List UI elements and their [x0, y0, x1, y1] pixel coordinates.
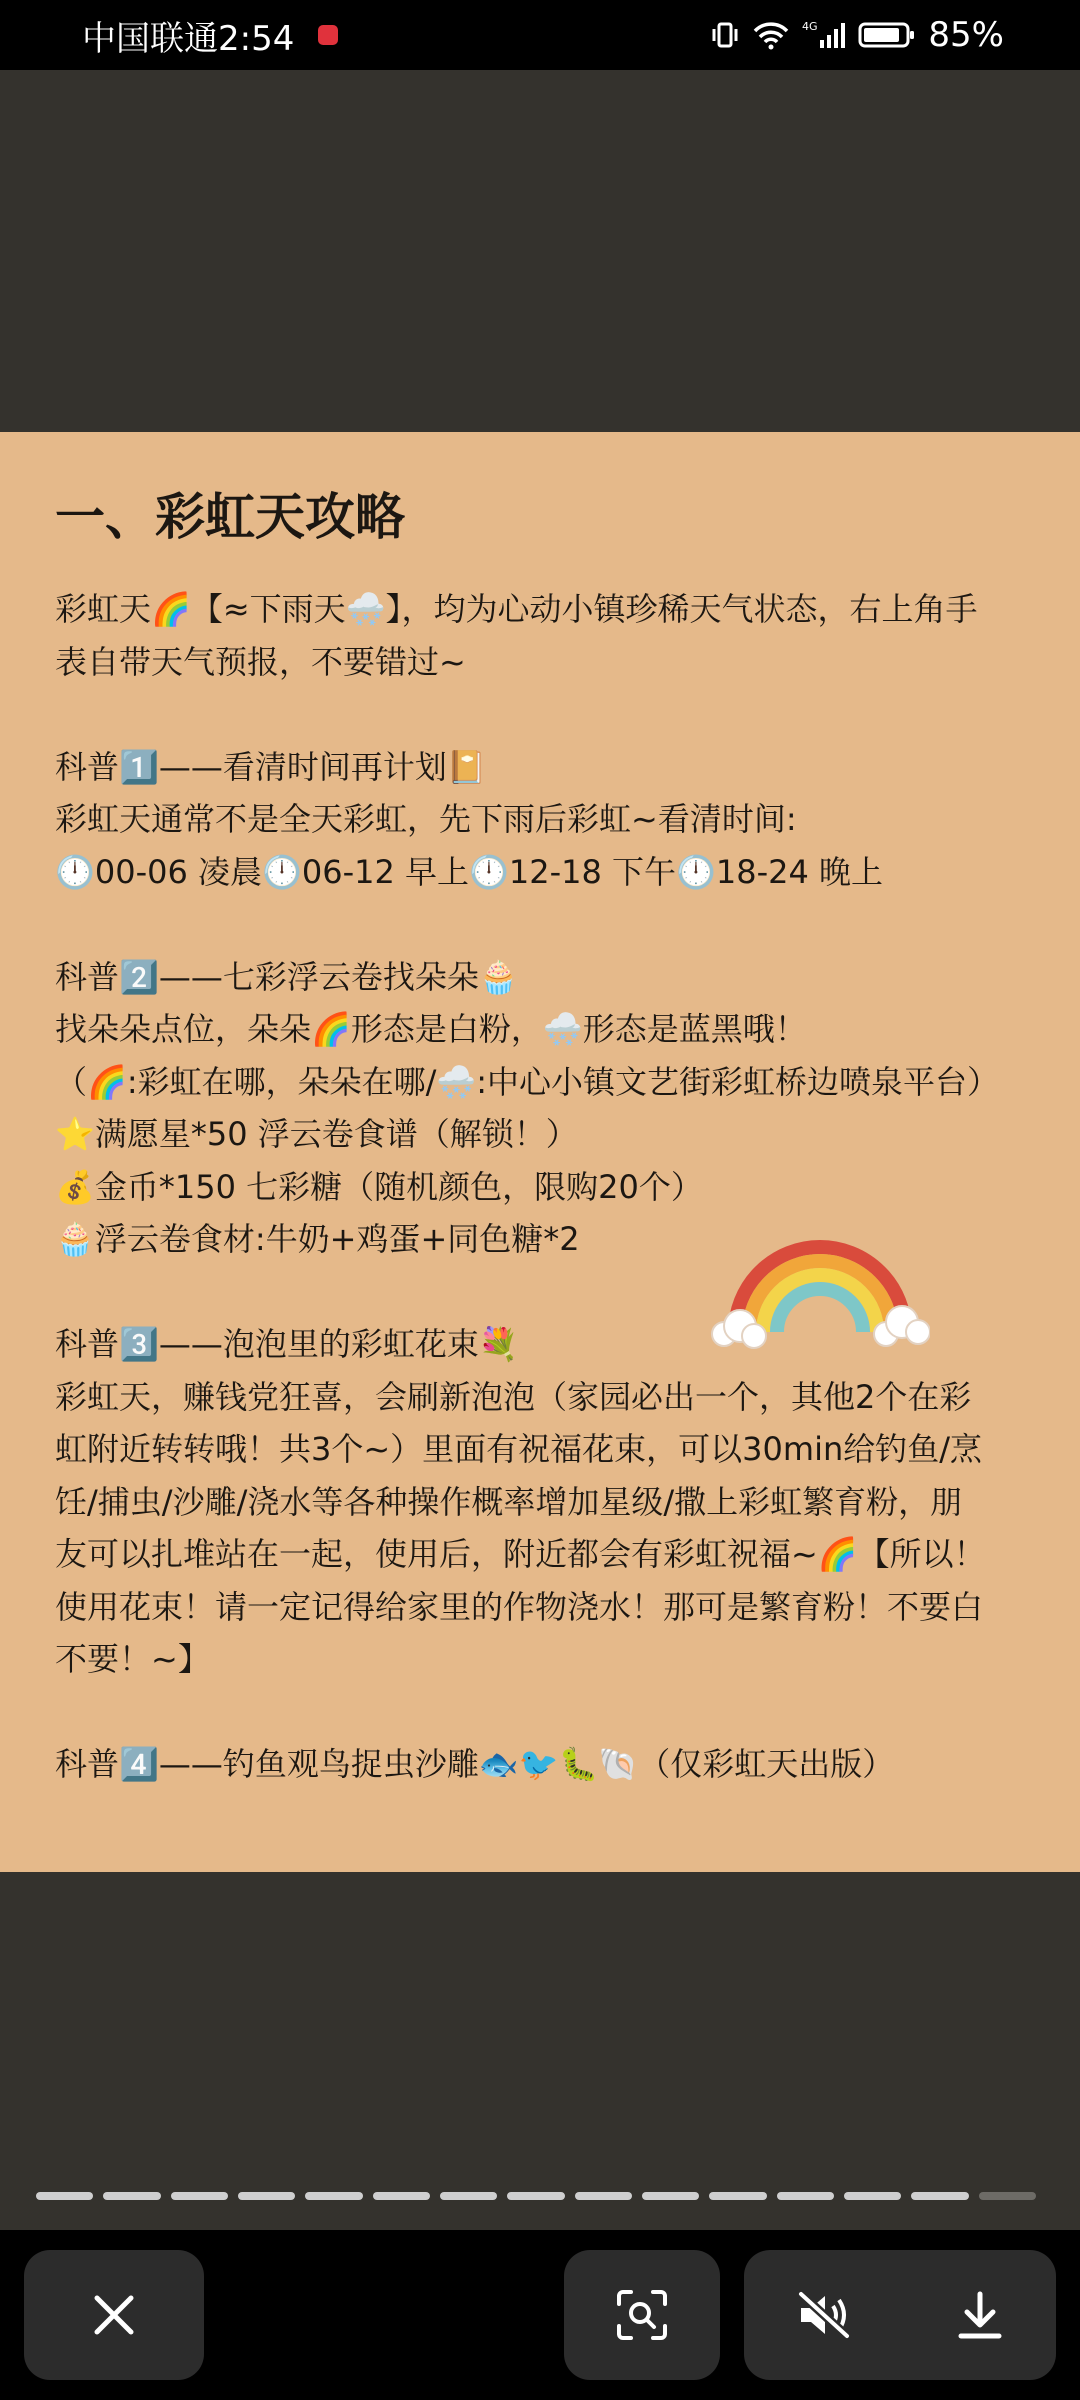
page-indicator-segment [844, 2192, 901, 2200]
section-2-line: 💰金币*150 七彩糖（随机颜色，限购20个） [55, 1167, 703, 1206]
signal-icon [802, 20, 846, 50]
page-indicator-segment [911, 2192, 968, 2200]
article-title: 一、彩虹天攻略 [55, 488, 405, 546]
page-indicator-segment [103, 2192, 160, 2200]
section-3-line: 饪/捕虫/沙雕/浇水等各种操作概率增加星级/撒上彩虹繁育粉，朋 [55, 1482, 963, 1521]
page-indicator-segment [440, 2192, 497, 2200]
page-indicator [36, 2192, 1036, 2200]
section-2-heading: 科普2️⃣——七彩浮云卷找朵朵🧁 [55, 957, 519, 996]
section-3-line: 虹附近转转哦！共3个~）里面有祝福花束，可以30min给钓鱼/烹 [55, 1430, 983, 1468]
page-indicator-segment [507, 2192, 564, 2200]
page-indicator-segment [373, 2192, 430, 2200]
page-indicator-segment [36, 2192, 93, 2200]
section-1-line: 彩虹天通常不是全天彩虹，先下雨后彩虹~看清时间: [55, 800, 797, 838]
page-indicator-segment [777, 2192, 834, 2200]
status-left [82, 11, 338, 60]
download-button[interactable] [955, 2290, 1005, 2340]
section-1-heading: 科普1️⃣——看清时间再计划📔 [55, 747, 487, 786]
vibrate-icon [710, 20, 740, 50]
section-2-line: 找朵朵点位，朵朵🌈形态是白粉，🌨️形态是蓝黑哦！ [55, 1010, 807, 1048]
section-2-line: ⭐满愿星*50 浮云卷食谱（解锁！） [55, 1115, 578, 1153]
mute-button[interactable] [795, 2290, 853, 2340]
page-indicator-segment [171, 2192, 228, 2200]
section-3-line: 使用花束！请一定记得给家里的作物浇水！那可是繁育粉！不要白 [55, 1587, 984, 1626]
section-3-line: 彩虹天，赚钱党狂喜，会刷新泡泡（家园必出一个，其他2个在彩 [55, 1377, 972, 1416]
section-3-line: 友可以扎堆站在一起，使用后，附近都会有彩虹祝福~🌈【所以！ [55, 1535, 986, 1573]
spacer [55, 898, 1025, 951]
battery-percent: 85% [928, 15, 1004, 55]
scan-button[interactable] [564, 2250, 720, 2380]
page-indicator-segment [305, 2192, 362, 2200]
close-button[interactable] [24, 2250, 204, 2380]
image-letterbox-top [0, 70, 1080, 432]
page-indicator-segment [642, 2192, 699, 2200]
page-indicator-segment [979, 2192, 1036, 2200]
rainbow-sticker-icon [710, 1222, 930, 1352]
media-controls [744, 2250, 1056, 2380]
section-2-line: 🧁浮云卷食材:牛奶+鸡蛋+同色糖*2 [55, 1220, 580, 1258]
battery-icon [858, 20, 916, 50]
page-indicator-segment [238, 2192, 295, 2200]
page-indicator-segment [709, 2192, 766, 2200]
spacer [55, 1686, 1025, 1739]
page-indicator-segment [575, 2192, 632, 2200]
download-icon [955, 2290, 1005, 2340]
wifi-icon [752, 20, 790, 50]
status-right [710, 15, 1004, 55]
section-4-heading: 科普4️⃣——钓鱼观鸟捉虫沙雕🐟🐦🐛🐚（仅彩虹天出版） [55, 1745, 895, 1783]
svg-text:4G: 4G [802, 20, 818, 33]
intro-line-2: 表自带天气预报，不要错过~ [55, 642, 466, 681]
bottom-toolbar [0, 2230, 1080, 2400]
close-icon [91, 2292, 137, 2338]
section-3-line: 不要！~】 [55, 1640, 210, 1678]
notification-badge-icon [318, 25, 338, 45]
carrier-time: 中国联通2:54 [82, 18, 295, 59]
intro-line-1: 彩虹天🌈【≈下雨天🌨️】，均为心动小镇珍稀天气状态，右上角手 [55, 590, 978, 628]
scan-icon [615, 2288, 669, 2342]
section-1-line: 🕛00-06 凌晨🕛06-12 早上🕛12-18 下午🕛18-24 晚上 [55, 852, 884, 891]
section-3-heading: 科普3️⃣——泡泡里的彩虹花束💐 [55, 1325, 519, 1363]
mute-icon [795, 2290, 853, 2340]
article-image [0, 432, 1080, 1872]
spacer [55, 688, 1025, 741]
status-bar [0, 0, 1080, 70]
section-2-line: （🌈:彩虹在哪，朵朵在哪/🌨️:中心小镇文艺街彩虹桥边喷泉平台） [55, 1062, 1000, 1101]
